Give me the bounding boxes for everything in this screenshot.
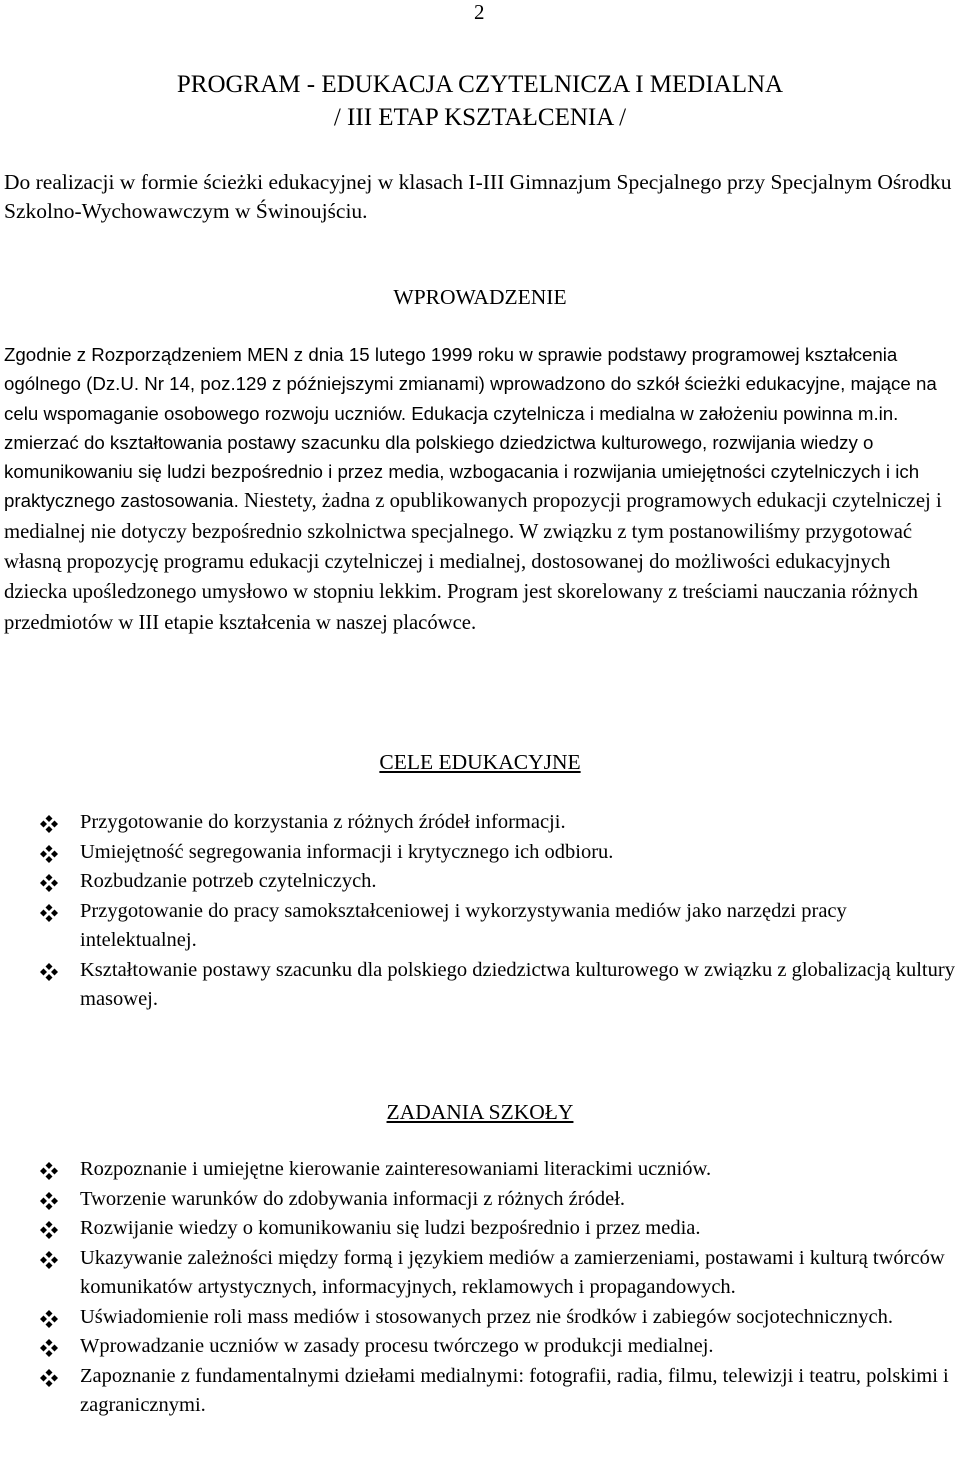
four-diamond-bullet-icon — [40, 1339, 58, 1357]
zadania-item-text: Ukazywanie zależności między formą i językiem mediów a zamierzeniami, postawami i kulturą twórców komunikatów artystycznych, informacyjnych, reklamowych i propagandowych. — [80, 1246, 945, 1298]
four-diamond-bullet-icon — [40, 963, 58, 981]
wprowadzenie-text-part-1: Zgodnie z Rozporządzeniem MEN z dnia 15 lutego 1999 roku w sprawie podstawy programowej kształcenia ogólnego (Dz.U. Nr 14, poz.129 z późniejszymi zmianami) wprowadzono do szkół ścieżki edukacyjne, mające na celu wspomaganie osobowego rozwoju uczniów. Edukacja czytelnicza i medialna w założeniu powinna m.in. zmierzać do kształtowania postawy szacunku dla polskiego dziedzictwa kulturowego, rozwijania wiedzy o komunikowaniu się ludzi bezpośrednio i przez media, wzbogacania i rozwijania umiejętności czytelniczych i ich praktycznego zastosowania. — [4, 344, 937, 512]
cele-list-item — [40, 867, 956, 897]
zadania-list-item — [40, 1244, 956, 1303]
zadania-list-item — [40, 1185, 956, 1215]
four-diamond-bullet-icon — [40, 1251, 58, 1269]
cele-item-text: Przygotowanie do korzystania z różnych źródeł informacji. — [80, 811, 566, 833]
title-line-1: PROGRAM - EDUKACJA CZYTELNICZA I MEDIALNA — [176, 71, 784, 98]
zadania-list-item — [40, 1155, 956, 1185]
section-heading-zadania — [0, 1098, 960, 1126]
zadania-item-text: Wprowadzanie uczniów w zasady procesu twórczego w produkcji medialnej. — [80, 1335, 714, 1357]
four-diamond-bullet-icon — [40, 1221, 58, 1239]
cele-list-item — [40, 808, 956, 838]
cele-heading-text: CELE EDUKACYJNE — [379, 750, 581, 774]
wprowadzenie-text-part-2: Niestety, żadna z opublikowanych propozycji programowych edukacji czytelniczej i medialnej nie dotyczy bezpośrednio szkolnictwa specjalnego. W związku z tym postanowiliśmy przygotować własną propozycję programu edukacji czytelniczej i medialnej, dostosowanej do możliwości edukacyjnych dziecka upośledzonego umysłowo w stopniu lekkim. Program jest skorelowany z treściami nauczania różnych przedmiotów w III etapie kształcenia w naszej placówce. — [4, 490, 942, 634]
cele-item-text: Umiejętność segregowania informacji i krytycznego ich odbioru. — [80, 840, 614, 863]
title-line-2: / III ETAP KSZTAŁCENIA / — [333, 104, 627, 131]
four-diamond-bullet-icon — [40, 815, 58, 833]
wprowadzenie-paragraph — [4, 340, 952, 638]
cele-list-item — [40, 838, 956, 868]
document-title — [0, 68, 960, 134]
zadania-list — [40, 1155, 956, 1421]
cele-item-text: Przygotowanie do pracy samokształceniowej i wykorzystywania mediów jako narzędzi pracy intelektualnej. — [80, 899, 847, 951]
section-heading-cele — [0, 748, 960, 776]
four-diamond-bullet-icon — [40, 904, 58, 922]
zadania-item-text: Rozwijanie wiedzy o komunikowaniu się ludzi bezpośrednio i przez media. — [80, 1217, 701, 1239]
four-diamond-bullet-icon — [40, 1192, 58, 1210]
four-diamond-bullet-icon — [40, 1162, 58, 1180]
zadania-heading-text: ZADANIA SZKOŁY — [386, 1100, 574, 1124]
cele-list — [40, 808, 956, 1015]
zadania-item-text: Tworzenie warunków do zdobywania informacji z różnych źródeł. — [80, 1187, 626, 1210]
four-diamond-bullet-icon — [40, 1310, 58, 1328]
zadania-list-item — [40, 1332, 956, 1362]
zadania-item-text: Rozpoznanie i umiejętne kierowanie zainteresowaniami literackimi uczniów. — [80, 1158, 712, 1180]
page-number: 2 — [474, 0, 485, 24]
zadania-list-item — [40, 1214, 956, 1244]
cele-item-text: Rozbudzanie potrzeb czytelniczych. — [80, 870, 377, 892]
four-diamond-bullet-icon — [40, 845, 58, 863]
cele-item-text: Kształtowanie postawy szacunku dla polskiego dziedzictwa kulturowego w związku z globalizacją kultury masowej. — [80, 958, 955, 1010]
four-diamond-bullet-icon — [40, 1369, 58, 1387]
four-diamond-bullet-icon — [40, 874, 58, 892]
intro-paragraph: Do realizacji w formie ścieżki edukacyjnej w klasach I-III Gimnazjum Specjalnego przy Specjalnym Ośrodku Szkolno-Wychowawczym w Świnoujściu. — [4, 170, 952, 223]
zadania-list-item — [40, 1303, 956, 1333]
cele-list-item — [40, 897, 956, 956]
zadania-item-text: Zapoznanie z fundamentalnymi dziełami medialnymi: fotografii, radia, filmu, telewizji i teatru, polskimi i zagranicznymi. — [80, 1364, 949, 1416]
zadania-list-item — [40, 1362, 956, 1421]
section-heading-wprowadzenie: WPROWADZENIE — [393, 285, 567, 309]
zadania-item-text: Uświadomienie roli mass mediów i stosowanych przez nie środków i zabiegów socjotechnicznych. — [80, 1305, 893, 1328]
cele-list-item — [40, 956, 956, 1015]
